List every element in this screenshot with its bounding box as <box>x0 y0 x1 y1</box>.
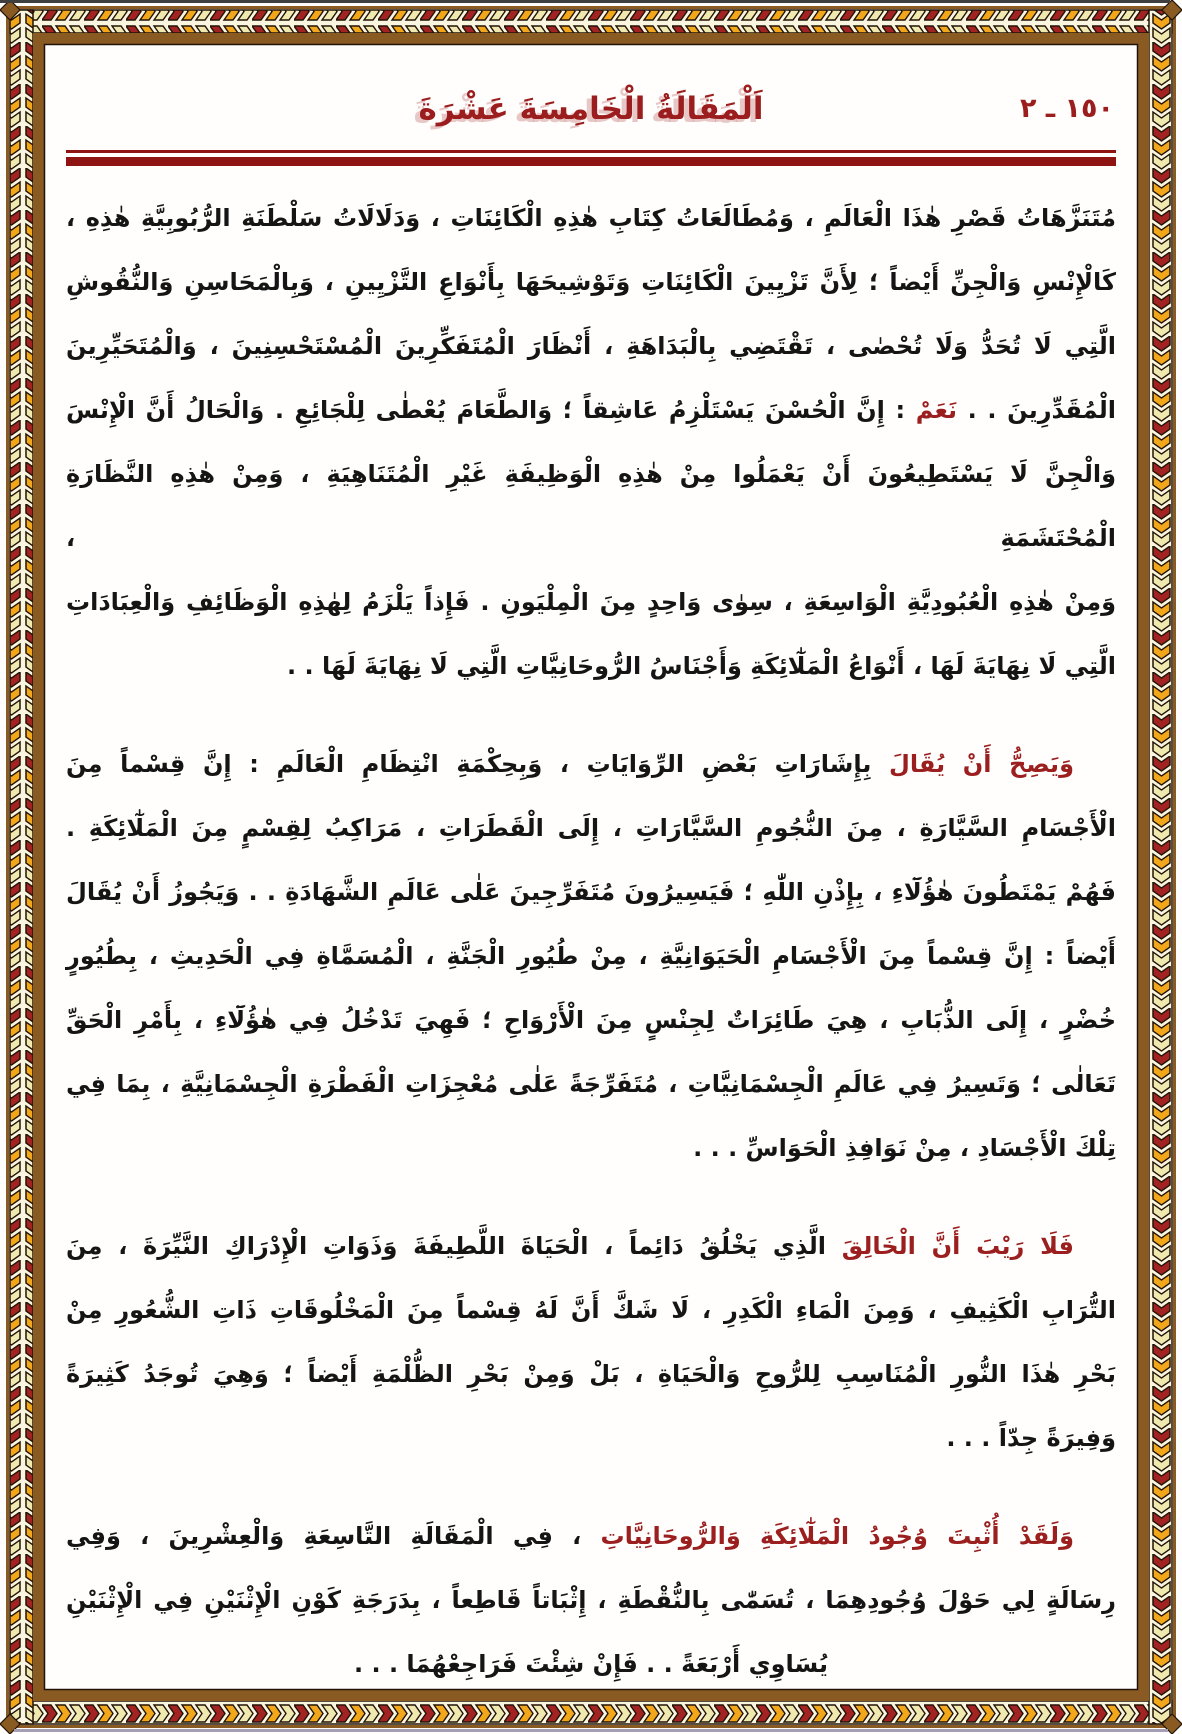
header-divider <box>66 150 1116 166</box>
paragraph <box>66 732 1116 1180</box>
text-line <box>66 796 1116 860</box>
text-line <box>66 1406 1116 1470</box>
body-text-segment: تَعَالٰى ؛ وَتَسِيرُ فِي عَالَمِ الْجِسْمَانِيَّاتِ ، مُتَفَرِّجَةً عَلٰى مُعْجِزَاتِ الْفَطْرَةِ الْجِسْمَانِيَّةِ ، بِمَا فِي <box>66 1070 1116 1098</box>
body-text-segment: وَفِيرَةً جِدّاً . . . <box>946 1424 1116 1452</box>
body-text-segment: يُسَاوِي أَرْبَعَةً . . فَإِنْ شِئْتَ فَرَاجِعْهُمَا . . . <box>354 1650 828 1678</box>
text-line <box>66 1632 1116 1696</box>
body-text-segment: الْأَجْسَامِ السَّيَّارَةِ ، مِنَ النُّجُومِ السَّيَّارَاتِ ، إِلَى الْقَطَرَاتِ ، مَرَاكِبُ لِقِسْمٍ مِنَ الْمَلٰٓائِكَةِ . <box>66 814 1116 842</box>
text-line <box>66 1278 1116 1342</box>
red-emphasis-text: وَيَصِحُّ أَنْ يُقَالَ <box>889 750 1074 778</box>
text-line <box>66 988 1116 1052</box>
body-text-segment: التُّرَابِ الْكَثِيفِ ، وَمِنَ الْمَاءِ الْكَدِرِ ، لَا شَكَّ أَنَّ لَهُ قِسْماً مِنَ الْمَخْلُوقَاتِ ذَاتِ الشُّعُورِ مِنْ <box>66 1296 1116 1324</box>
header-rule-thick <box>66 157 1116 166</box>
body-text-segment: رِسَالَةٍ لِي حَوْلَ وُجُودِهِمَا ، تُسَمّٰى بِالنُّقْطَةِ ، إِثْبَاتاً قَاطِعاً ، بِدَرَجَةِ كَوْنِ الْإِثْنَيْنِ فِي الْإِثْنَيْنِ <box>66 1586 1116 1614</box>
paragraph <box>66 1214 1116 1470</box>
body-text-segment: بَحْرِ هٰذَا النُّورِ الْمُنَاسِبِ لِلرُّوحِ وَالْحَيَاةِ ، بَلْ وَمِنْ بَحْرِ الظُّلْمَةِ أَيْضاً ؛ وَهِيَ تُوجَدُ كَثِيرَةً <box>66 1360 1116 1388</box>
red-emphasis-text: نَعَمْ <box>915 396 958 424</box>
body-text-segment: خُضْرٍ ، إِلَى الذُّبَابِ ، هِيَ طَائِرَاتٌ لِجِنْسٍ مِنَ الْأَرْوَاحِ ؛ فَهِيَ تَدْخُلُ فِي هٰؤُلَٓاءِ ، بِأَمْرِ الْحَقِّ <box>66 1006 1116 1034</box>
text-line <box>66 732 1116 796</box>
scan-edge-top <box>0 0 1170 3</box>
header-rule-thin <box>66 150 1116 153</box>
body-text-segment: تِلْكَ الْأَجْسَادِ ، مِنْ نَوَافِذِ الْحَوَاسِّ . . . <box>693 1134 1116 1162</box>
body-text-segment: بِإِشَارَاتِ بَعْضِ الرِّوَايَاتِ ، وَبِحِكْمَةِ انْتِظَامِ الْعَالَمِ : إِنَّ قِسْماً مِنَ <box>66 750 890 778</box>
text-line <box>66 1504 1116 1568</box>
scan-edge-bottom <box>14 1729 1168 1732</box>
body-text-segment: الَّتِي لَا نِهَايَةَ لَهَا ، أَنْوَاعُ الْمَلٰٓائِكَةِ وَأَجْنَاسُ الرُّوحَانِيَّاتِ الَّتِي لَا نِهَايَةَ لَهَا . . <box>287 652 1116 680</box>
body-text-segment: كَالْإِنْسِ وَالْجِنِّ أَيْضاً ؛ لِأَنَّ تَزْيِينَ الْكَائِنَاتِ وَتَوْشِيحَهَا بِأَنْوَاعِ التَّزْيِينِ ، وَبِالْمَحَاسِنِ وَالنُّقُوشِ <box>66 268 1116 296</box>
paragraph <box>66 186 1116 698</box>
text-line <box>66 1116 1116 1180</box>
body-text-segment: : إِنَّ الْحُسْنَ يَسْتَلْزِمُ عَاشِقاً ؛ وَالطَّعَامَ يُعْطٰى لِلْجَائِعِ . وَالْحَالُ أَنَّ الْإِنْسَ <box>66 396 916 424</box>
page-header <box>66 80 1116 138</box>
body-text-segment: الَّذِي يَخْلُقُ دَائِماً ، الْحَيَاةَ اللَّطِيفَةَ وَذَوَاتِ الْإِدْرَاكِ النَّيِّرَةَ ، مِنَ <box>66 1232 842 1260</box>
body-text-segment: الْمُقَدِّرِينَ . . <box>957 396 1117 424</box>
body-text-segment: أَيْضاً : إِنَّ قِسْماً مِنَ الْأَجْسَامِ الْحَيَوَانِيَّةِ ، مِنْ طُيُورِ الْجَنَّةِ ، الْمُسَمَّاةِ فِي الْحَدِيثِ ، بِطُيُورٍ <box>66 942 1116 970</box>
body-text-segment: مُتَنَزَّهَاتُ قَصْرِ هٰذَا الْعَالَمِ ، وَمُطَالَعَاتُ كِتَابِ هٰذِهِ الْكَائِنَاتِ ، وَدَلَالَاتُ سَلْطَنَةِ الرُّبُوبِيَّةِ هٰذِهِ ، <box>66 204 1116 232</box>
paragraph <box>66 1504 1116 1696</box>
text-line <box>66 570 1116 634</box>
body-text <box>66 186 1116 1696</box>
body-text-segment: ، فِي الْمَقَالَةِ التَّاسِعَةِ وَالْعِشْرِينَ ، وَفِي <box>66 1522 601 1550</box>
text-line <box>66 1214 1116 1278</box>
text-line <box>66 860 1116 924</box>
text-line <box>66 186 1116 250</box>
page-title: اَلْمَقَالَةُ الْخَامِسَةَ عَشْرَةَ <box>418 91 764 127</box>
text-line <box>66 924 1116 988</box>
text-line <box>66 442 1116 570</box>
red-emphasis-text: وَلَقَدْ أُثْبِتَ وُجُودُ الْمَلٰٓائِكَةِ وَالرُّوحَانِيَّاتِ <box>600 1522 1074 1550</box>
body-text-segment: وَالْجِنَّ لَا يَسْتَطِيعُونَ أَنْ يَعْمَلُوا مِنْ هٰذِهِ الْوَظِيفَةِ غَيْرِ الْمُتَنَاهِيَةِ ، وَمِنْ هٰذِهِ النَّظَارَةِ الْمُحْتَشَمَةِ ، <box>66 460 1116 552</box>
text-line <box>66 1052 1116 1116</box>
text-line <box>66 1342 1116 1406</box>
text-line <box>66 1568 1116 1632</box>
red-emphasis-text: فَلَا رَيْبَ أَنَّ الْخَالِقَ <box>841 1232 1075 1260</box>
text-line <box>66 250 1116 314</box>
text-line <box>66 378 1116 442</box>
body-text-segment: وَمِنْ هٰذِهِ الْعُبُودِيَّةِ الْوَاسِعَةِ ، سِوٰى وَاحِدٍ مِنَ الْمِلْيَونِ . فَإِذاً يَلْزَمُ لِهٰذِهِ الْوَظَائِفِ وَالْعِبَادَاتِ <box>66 588 1116 616</box>
body-text-segment: الَّتِي لَا تُحَدُّ وَلَا تُحْصٰى ، تَقْتَضِي بِالْبَدَاهَةِ ، أَنْظَارَ الْمُتَفَكِّرِينَ الْمُسْتَحْسِنِينَ ، وَالْمُتَحَيِّرِينَ <box>66 332 1116 360</box>
text-line <box>66 314 1116 378</box>
page-content <box>44 44 1138 1690</box>
text-line <box>66 634 1116 698</box>
page-number: ١٥٠ ـ ٢ <box>1020 93 1114 124</box>
body-text-segment: فَهُمْ يَمْتَطُونَ هٰؤُلَٓاءِ ، بِإِذْنِ اللّٰهِ ؛ فَيَسِيرُونَ مُتَفَرِّجِينَ عَلٰى عَالَمِ الشَّهَادَةِ . . وَيَجُوزُ أَنْ يُقَالَ <box>66 878 1116 906</box>
